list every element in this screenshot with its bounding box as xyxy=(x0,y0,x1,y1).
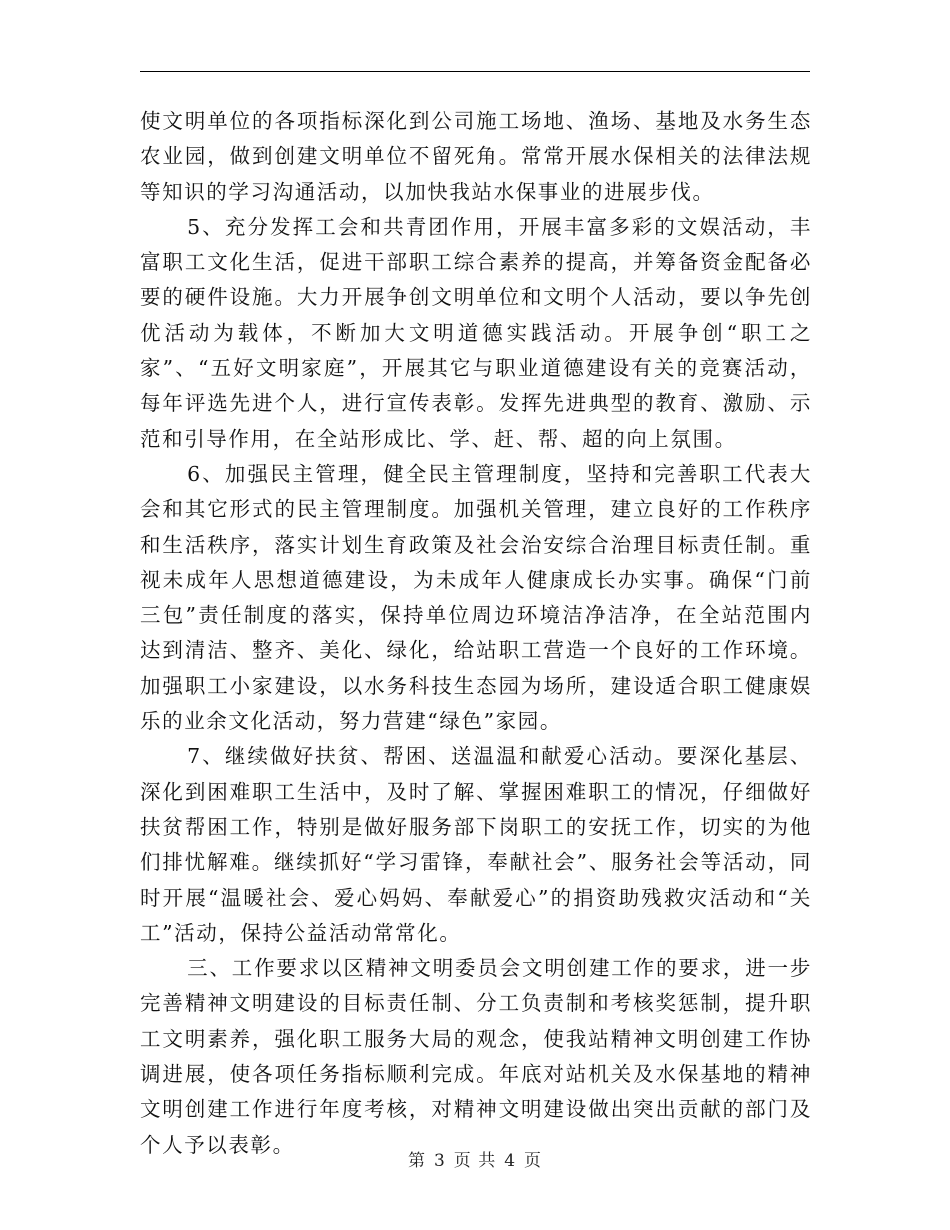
paragraph-section-3: 三、工作要求以区精神文明委员会文明创建工作的要求，进一步完善精神文明建设的目标责任制、分工负责制和考核奖惩制，提升职工文明素养，强化职工服务大局的观念，使我站精神文明创建工作协调进展，使各项任务指标顺利完成。年底对站机关及水保基地的精神文明创建工作进行年度考核，对精神文明建设做出突出贡献的部门及个人予以表彰。 xyxy=(140,956,812,1157)
paragraph-item-7: 7、继续做好扶贫、帮困、送温温和献爱心活动。要深化基层、深化到困难职工生活中，及时了解、掌握困难职工的情况，仔细做好扶贫帮困工作，特别是做好服务部下岗职工的安抚工作，切实的为他们排忧解难。继续抓好“学习雷锋，奉献社会”、服务社会等活动，同时开展“温暖社会、爱心妈妈、奉献爱心”的捐资助残救灾活动和“关工”活动，保持公益活动常常化。 xyxy=(140,744,812,945)
header-rule xyxy=(140,71,810,72)
total-pages-number: 4 xyxy=(504,1151,517,1171)
current-page-number: 3 xyxy=(433,1151,446,1171)
page-label-suffix: 页 xyxy=(524,1151,543,1171)
paragraph-item-5: 5、充分发挥工会和共青团作用，开展丰富多彩的文娱活动，丰富职工文化生活，促进干部职工综合素养的提高，并筹备资金配备必要的硬件设施。大力开展争创文明单位和文明个人活动，要以争先创优活动为载体，不断加大文明道德实践活动。开展争创“职工之家”、“五好文明家庭”，开展其它与职业道德建设有关的竞赛活动，每年评选先进个人，进行宣传表彰。发挥先进典型的教育、激励、示范和引导作用，在全站形成比、学、赶、帮、超的向上氛围。 xyxy=(140,214,812,451)
paragraph-continuation: 使文明单位的各项指标深化到公司施工场地、渔场、基地及水务生态农业园，做到创建文明单位不留死角。常常开展水保相关的法律法规等知识的学习沟通活动，以加快我站水保事业的进展步伐。 xyxy=(140,109,812,204)
page-label-mid: 页 共 xyxy=(453,1151,497,1171)
document-body xyxy=(140,104,812,1163)
page-label-prefix: 第 xyxy=(407,1151,426,1171)
page-footer xyxy=(0,1146,950,1171)
paragraph-item-6: 6、加强民主管理，健全民主管理制度，坚持和完善职工代表大会和其它形式的民主管理制度。加强机关管理，建立良好的工作秩序和生活秩序，落实计划生育政策及社会治安综合治理目标责任制。重视未成年人思想道德建设，为未成年人健康成长办实事。确保“门前三包”责任制度的落实，保持单位周边环境洁净洁净，在全站范围内达到清洁、整齐、美化、绿化，给站职工营造一个良好的工作环境。加强职工小家建设，以水务科技生态园为场所，建设适合职工健康娱乐的业余文化活动，努力营建“绿色”家园。 xyxy=(140,461,812,734)
